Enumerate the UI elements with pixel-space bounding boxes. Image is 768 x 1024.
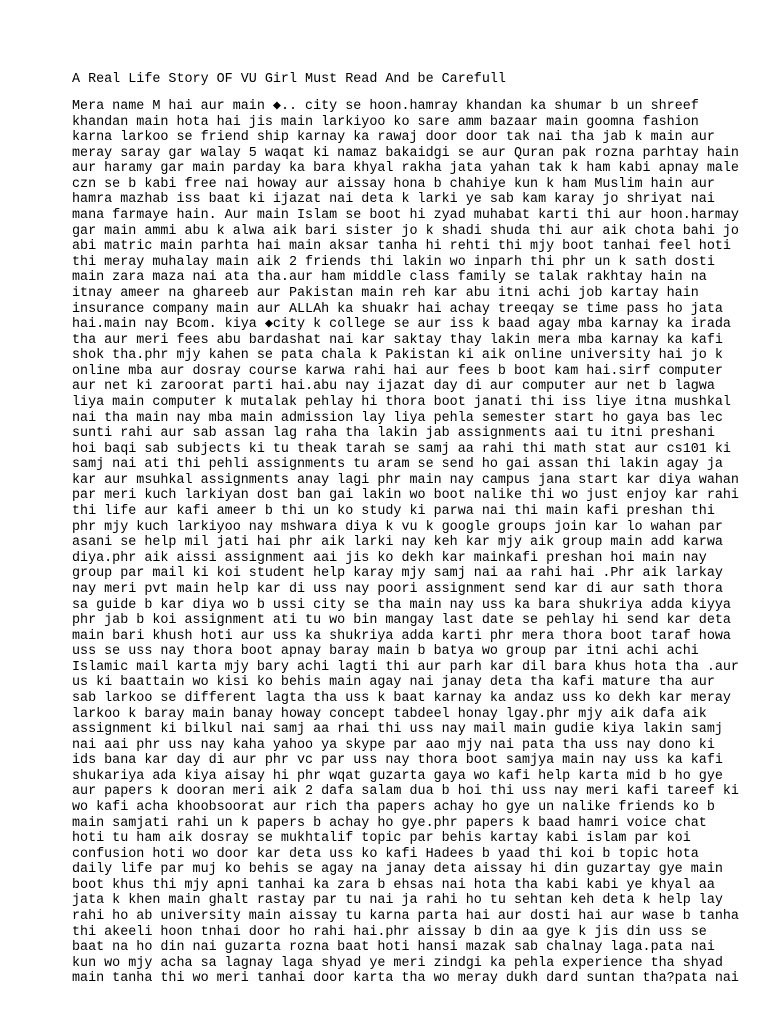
document-line: rahi ho ab university main aissay tu karna parta hai aur dosti hai aur wase b tanha: [72, 909, 739, 925]
document-line: main zara maza nai ata tha.aur ham middle class family se talak rakhtay hain na: [72, 270, 707, 286]
document-line: aur haramy gar main parday ka bara khyal rakha jata yahan tak k ham kabi apnay male: [72, 161, 739, 177]
document-line: nai tha main nay mba main admission lay liya pehla semester start ho gaya bas lec: [72, 410, 723, 426]
document-line: main bari khush hoti aur uss ka shukriya adda karti phr mera thora boot taraf howa: [72, 628, 731, 644]
document-line: thi life aur kafi ameer b thi un ko study ki parwa nai thi main kafi preshan thi: [72, 504, 715, 520]
document-line: Mera name M hai aur main ◆.. city se hoon.hamray khandan ka shumar b un shreef: [72, 99, 699, 114]
document-line: samj nai ati thi pehli assignments tu aram se send ho gai assan thi lakin agay ja: [72, 457, 723, 473]
document-line: par meri kuch larkiyan dost ban gai lakin wo boot nalike thi wo just enjoy kar rahi: [72, 488, 739, 504]
document-line: larkoo k baray main banay howay concept tabdeel honay lgay.phr mjy aik dafa aik: [72, 706, 707, 722]
document-line: online mba aur dosray course karwa rahi hai aur fees b boot kam hai.sirf computer: [72, 363, 723, 379]
document-line: liya main computer k mutalak pehlay hi thora boot janati thi iss liye itna mushkal: [72, 394, 731, 410]
document-line: itnay ameer na ghareeb aur Pakistan main reh kar abu itni achi job kartay hain: [72, 285, 699, 301]
document-line: abi matric main parhta hai main aksar tanha hi rehti thi mjy boot tanhai feel hoti: [72, 239, 731, 255]
document-line: aur papers k dooran meri aik 2 dafa salam dua b hoi thi uss nay meri kafi tareef ki: [72, 784, 739, 800]
document-line: boot khus thi mjy apni tanhai ka zara b ehsas nai hota tha kabi kabi ye khyal aa: [72, 877, 715, 893]
document-line: sab larkoo se different lagta tha uss k baat karnay ka andaz uss ko dekh kar meray: [72, 690, 731, 706]
document-line: mana farmaye hain. Aur main Islam se boot hi zyad muhabat karti thi aur hoon.harmay: [72, 208, 739, 224]
document-line: tha aur meri fees abu bardashat nai kar saktay thay lakin mera mba karnay ka kafi: [72, 332, 723, 348]
document-line: Islamic mail karta mjy bary achi lagti thi aur parh kar dil bara khus hota tha .aur: [72, 659, 739, 675]
document-line: group par mail ki koi student help karay mjy samj nai aa rahi hai .Phr aik larkay: [72, 566, 723, 582]
document-line: kun wo mjy acha sa lagnay laga shyad ye meri zindgi ka pehla experience tha shyad: [72, 955, 723, 971]
document-line: hoti tu ham aik dosray se mukhtalif topic par behis kartay kabi islam par koi: [72, 831, 691, 847]
document-line: main tanha thi wo meri tanhai door karta tha wo meray dukh dard suntan tha?pata nai: [72, 971, 739, 987]
document-line: sunti rahi aur sab assan lag raha tha lakin jab assignments aai tu itni preshani: [72, 426, 715, 442]
document-line: uss se uss nay thora boot apnay baray main b batya wo group par itni achi achi: [72, 644, 699, 660]
document-line: jata k khen main ghalt rastay par tu nai ja rahi ho tu sehtan keh deta k help lay: [72, 893, 723, 909]
document-body: [72, 99, 739, 987]
document-line: nai aai phr uss nay kaha yahoo ya skype par aao mjy nai pata tha uss nay dono ki: [72, 737, 715, 753]
document-line: phr jab b koi assignment ati tu wo bin mangay last date se pehlay hi send kar deta: [72, 613, 731, 629]
document-line: shukariya ada kiya aisay hi phr wqat guzarta gaya wo kafi help karta mid b ho gye: [72, 768, 723, 784]
document-line: czn se b kabi free nai howay aur aissay hona b chahiye kun k ham Muslim hain aur: [72, 176, 715, 192]
document-title: A Real Life Story OF VU Girl Must Read And be Carefull: [72, 72, 506, 87]
document-line: hoi baqi sab subjects ki tu theak tarah se samj aa rahi thi math stat aur cs101 ki: [72, 441, 731, 457]
document-line: wo kafi acha khoobsoorat aur rich tha papers achay ho gye un nalike friends ko b: [72, 800, 715, 816]
document-line: ids bana kar day di aur phr vc par uss nay thora boot samjya main nay uss ka kafi: [72, 753, 723, 769]
document-line: baat na ho din nai guzarta rozna baat hoti hansi mazak sab chalnay laga.pata nai: [72, 940, 715, 956]
document-line: thi meray muhalay main aik 2 friends thi lakin wo inparh thi phr un k sath dosti: [72, 254, 715, 270]
document-line: kar aur msuhkal assignments anay lagi phr main nay campus jana start kar diya wahan: [72, 472, 739, 488]
document-line: assignment ki bilkul nai samj aa rhai thi uss nay mail main gudie kiya lakin samj: [72, 722, 723, 738]
document-line: meray saray gar walay 5 waqat ki namaz bakaidgi se aur Quran pak rozna parhtay hain: [72, 145, 739, 161]
document-line: phr mjy kuch larkiyoo nay mshwara diya k vu k google groups join kar lo wahan par: [72, 519, 723, 535]
document-line: thi akeeli hoon tnhai door ho rahi hai.phr aissay b din aa gye k jis din uss se: [72, 924, 707, 940]
document-line: asani se help mil jati hai phr aik larki nay keh kar mjy aik group main add karwa: [72, 535, 723, 551]
document-line: nay meri pvt main help kar di uss nay poori assignment send kar di aur sath thora: [72, 581, 723, 597]
document-line: main samjati rahi un k papers b achay ho gye.phr papers k baad hamri voice chat: [72, 815, 707, 831]
document-line: sa guide b kar diya wo b ussi city se tha main nay uss ka bara shukriya adda kiyya: [72, 597, 731, 613]
document-line: khandan main hota hai jis main larkiyoo ko sare amm bazaar main goomna fashion: [72, 114, 699, 130]
document-line: insurance company main aur ALLAh ka shuakr hai achay treeqay se time pass ho jata: [72, 301, 723, 317]
document-line: hamra mazhab iss baat ki ijazat nai deta k larki ye sab kam karay jo shriyat nai: [72, 192, 715, 208]
document-line: karna larkoo se friend ship karnay ka rawaj door door tak nai tha jab k main aur: [72, 130, 715, 146]
document-line: shok tha.phr mjy kahen se pata chala k Pakistan ki aik online university hai jo k: [72, 348, 723, 364]
document-line: gar main ammi abu k alwa aik bari sister jo k shadi shuda thi aur aik chota bahi jo: [72, 223, 739, 239]
document-line: diya.phr aik aissi assignment aai jis ko dekh kar mainkafi preshan hoi main nay: [72, 550, 707, 566]
document-line: us ki baattain wo kisi ko behis main agay nai janay deta tha kafi mature tha aur: [72, 675, 715, 691]
document-line: aur net ki zaroorat parti hai.abu nay ijazat day di aur computer aur net b lagwa: [72, 379, 715, 395]
document-line: daily life par muj ko behis se agay na janay deta aissay hi din guzartay gye main: [72, 862, 723, 878]
document-line: confusion hoti wo door kar deta uss ko kafi Hadees b yaad thi koi b topic hota: [72, 846, 699, 862]
document-line: hai.main nay Bcom. kiya ◆city k college se aur iss k baad agay mba karnay ka irada: [72, 317, 731, 333]
